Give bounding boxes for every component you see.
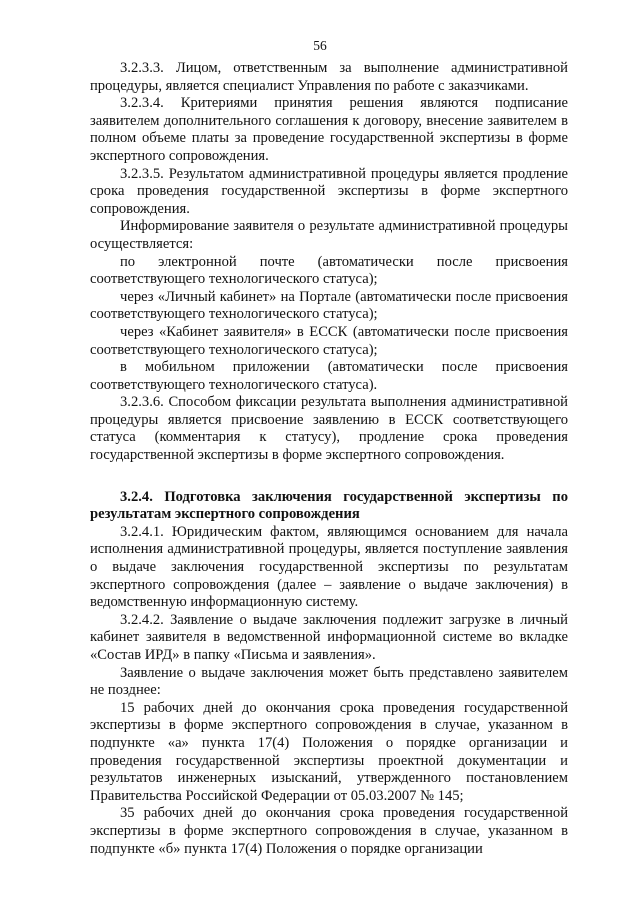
paragraph-informing-portal: через «Личный кабинет» на Портале (автоматически после присвоения соответствующего технологического статуса); — [90, 288, 568, 323]
paragraph-informing-essk: через «Кабинет заявителя» в ЕССК (автоматически после присвоения соответствующего технологического статуса); — [90, 323, 568, 358]
document-body — [90, 60, 568, 858]
paragraph-3-2-4-1: 3.2.4.1. Юридическим фактом, являющимся основанием для начала исполнения административной процедуры, является поступление заявления о выдаче заключения государственной экспертизы по результатам экспертного сопровождения (далее – заявление о выдаче заключения) в ведомственную информационную систему. — [90, 523, 568, 611]
section-heading-3-2-4: 3.2.4. Подготовка заключения государственной экспертизы по результатам экспертного сопровождения — [90, 488, 568, 523]
paragraph-3-2-3-6: 3.2.3.6. Способом фиксации результата выполнения административной процедуры является присвоение заявлению в ЕССК соответствующего статуса (комментария к статусу), продление срока проведения государственной экспертизы в форме экспертного сопровождения. — [90, 394, 568, 464]
paragraph-3-2-3-5: 3.2.3.5. Результатом административной процедуры является продление срока проведения государственной экспертизы в форме экспертного сопровождения. — [90, 165, 568, 217]
paragraph-informing-email: по электронной почте (автоматически после присвоения соответствующего технологического статуса); — [90, 253, 568, 288]
paragraph-deadline-15-days: 15 рабочих дней до окончания срока проведения государственной экспертизы в форме экспертного сопровождения в случае, указанном в подпункте «а» пункта 17(4) Положения о порядке организации и проведения государственной экспертизы проектной документации и результатов инженерных изысканий, утвержденного постановлением Правительства Российской Федерации от 05.03.2007 № 145; — [90, 699, 568, 804]
paragraph-informing-intro: Информирование заявителя о результате административной процедуры осуществляется: — [90, 218, 568, 252]
page-number: 56 — [313, 38, 327, 53]
paragraph-3-2-3-4: 3.2.3.4. Критериями принятия решения являются подписание заявителем дополнительного соглашения к договору, внесение заявителем в полном объеме платы за проведение государственной экспертизы в форме экспертного сопровождения. — [90, 95, 568, 164]
paragraph-deadline-intro: Заявление о выдаче заключения может быть представлено заявителем не позднее: — [90, 664, 568, 699]
paragraph-informing-mobile: в мобильном приложении (автоматически после присвоения соответствующего технологического статуса). — [90, 359, 568, 393]
paragraph-3-2-4-2: 3.2.4.2. Заявление о выдаче заключения подлежит загрузке в личный кабинет заявителя в ведомственной информационной системе во вкладке «Состав ИРД» в папку «Письма и заявления». — [90, 611, 568, 663]
paragraph-3-2-3-3: 3.2.3.3. Лицом, ответственным за выполнение административной процедуры, является специалист Управления по работе с заказчиками. — [90, 60, 568, 94]
paragraph-deadline-35-days: 35 рабочих дней до окончания срока проведения государственной экспертизы в форме экспертного сопровождения в случае, указанном в подпункте «б» пункта 17(4) Положения о порядке организации — [90, 805, 568, 857]
